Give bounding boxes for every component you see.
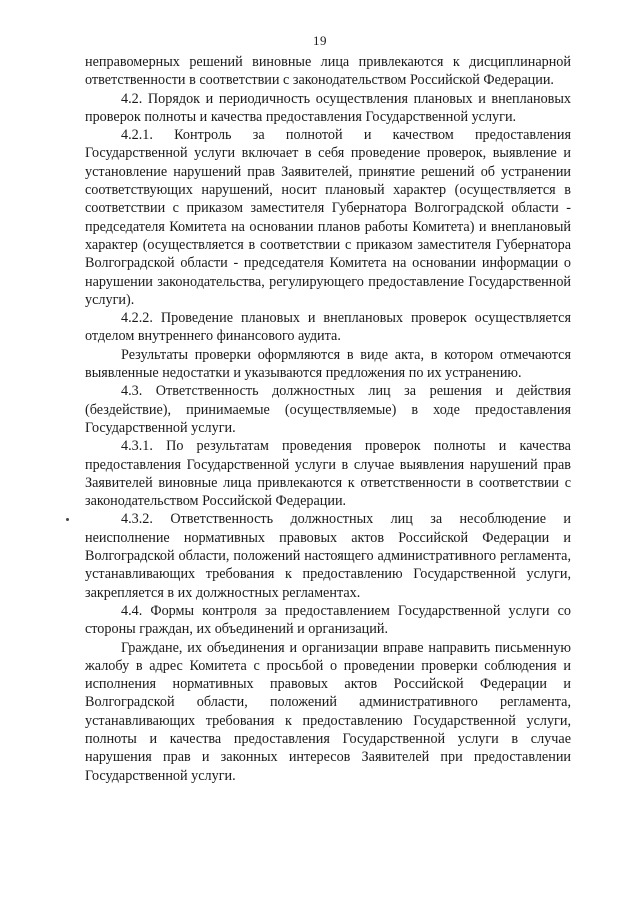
margin-mark xyxy=(66,518,69,521)
paragraph-4-4: 4.4. Формы контроля за предоставлением Государственной услуги со стороны граждан, их объединений и организаций. xyxy=(85,602,571,638)
paragraph-4-3: 4.3. Ответственность должностных лиц за решения и действия (бездействие), принимаемые (осуществляемые) в ходе предоставления Государственной услуги. xyxy=(85,383,571,436)
paragraph-4-3-1: 4.3.1. По результатам проведения проверок полноты и качества предоставления Государственной услуги в случае выявления нарушений прав Заявителей виновные лица привлекаются к ответственности в соответствии с законодательством Российской Федерации. xyxy=(85,438,571,510)
paragraph-4-2-2: 4.2.2. Проведение плановых и внеплановых проверок осуществляется отделом внутреннего финансового аудита. xyxy=(85,310,571,345)
page-number: 19 xyxy=(313,33,327,48)
paragraph-4-3-2: 4.3.2. Ответственность должностных лиц за несоблюдение и неисполнение нормативных правовых актов Российской Федерации и Волгоградской области, положений настоящего административного регламента, устанавливающих требования к предоставлению Государственной услуги, закрепляется в их должностных регламентах. xyxy=(85,511,571,601)
paragraph-continuation: неправомерных решений виновные лица привлекаются к дисциплинарной ответственности в соответствии с законодательством Российской Федерации. xyxy=(85,54,571,89)
paragraph-inspection-results: Результаты проверки оформляются в виде акта, в котором отмечаются выявленные недостатки и указываются предложения по их устранению. xyxy=(85,346,571,382)
paragraph-4-2-1: 4.2.1. Контроль за полнотой и качеством предоставления Государственной услуги включает в себя проведение проверок, выявление и установление нарушений прав Заявителей, принятие решений об устранении соответствующих нарушений, носит плановый характер (осуществляется в соответствии с приказом заместителя Губернатора Волгоградской области - председателя Комитета на основании планов работы Комитета) и внеплановый характер (осуществляется в соответствии с приказом заместителя Губернатора Волгоградской области - председателя Комитета на основании информации о нарушении законодательства, регулирующего предоставление Государственной услуги). xyxy=(85,127,571,308)
paragraph-4-2: 4.2. Порядок и периодичность осуществления плановых и внеплановых проверок полноты и качества предоставления Государственной услуги. xyxy=(85,90,571,125)
paragraph-citizens-complaint: Граждане, их объединения и организации вправе направить письменную жалобу в адрес Комитета с просьбой о проведении проверки соблюдения и исполнения нормативных правовых актов Российской Федерации и Волгоградской области, положений административного регламента, устанавливающих требования к предоставлению Государственной услуги, полноты и качества предоставления Государственной услуги в случае нарушения прав и законных интересов Заявителей при предоставлении Государственной услуги. xyxy=(85,639,571,784)
document-body xyxy=(85,53,571,785)
